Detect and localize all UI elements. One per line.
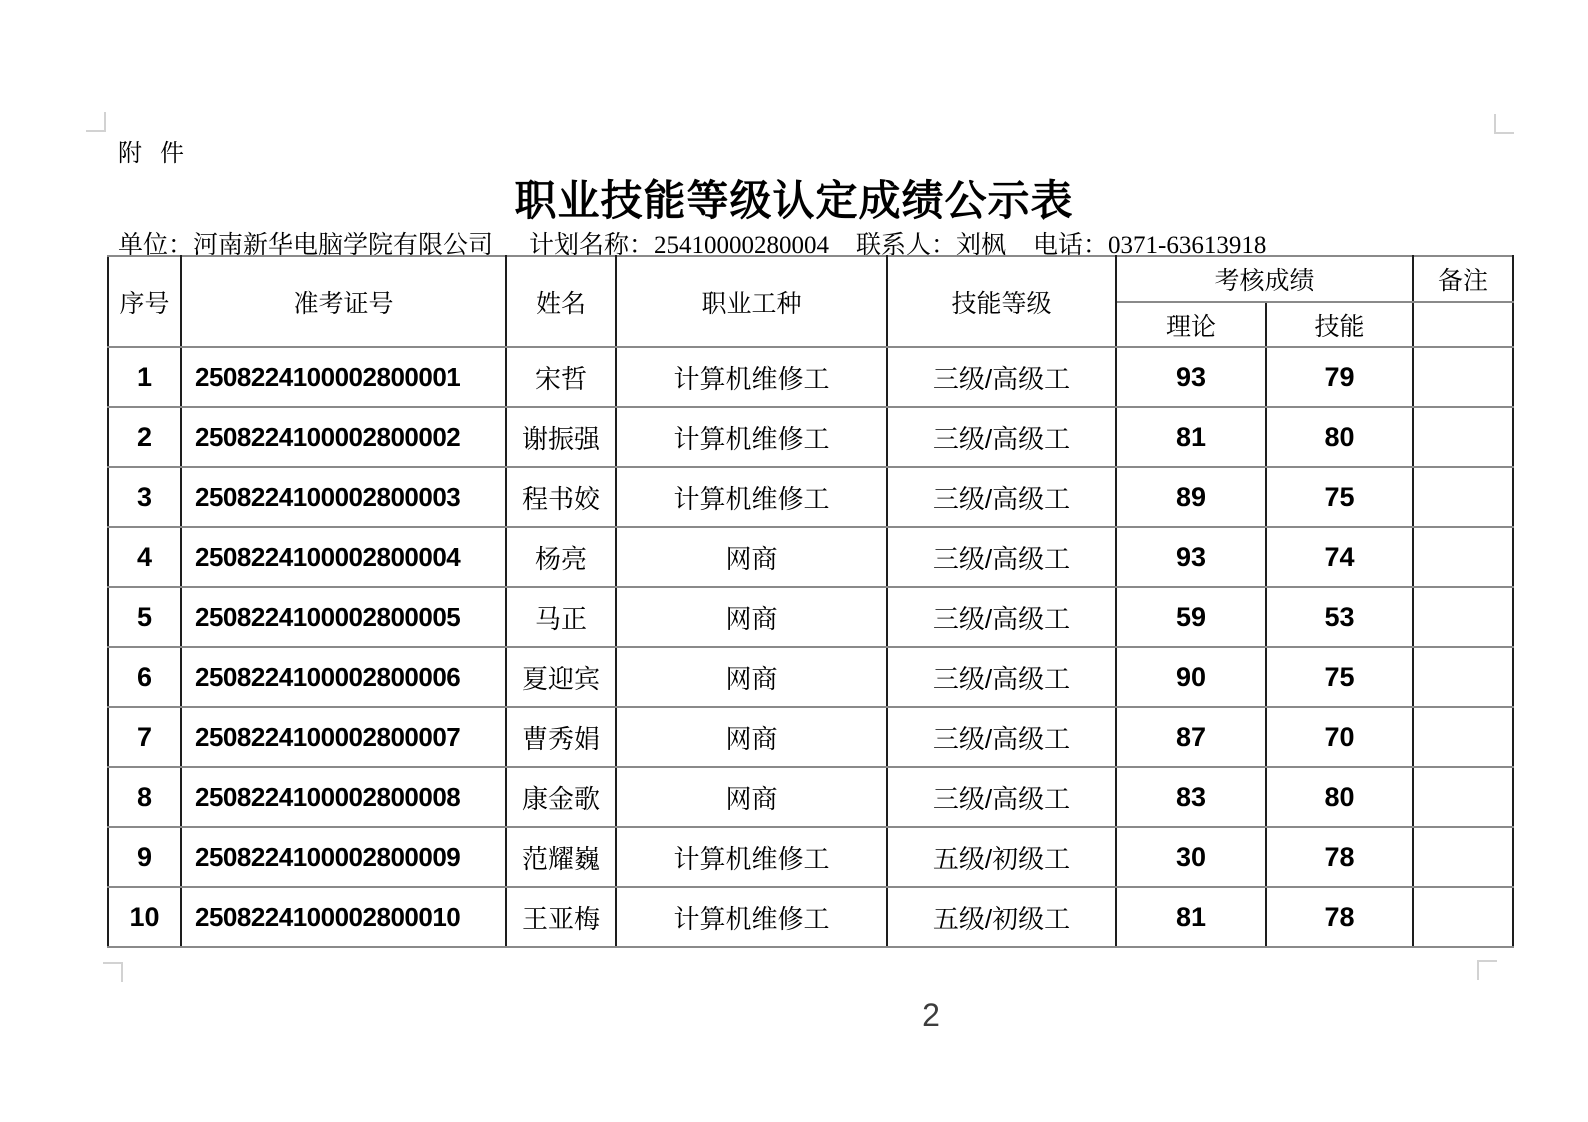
cell-index: 2 [108, 407, 181, 467]
score-table-body [108, 347, 1513, 947]
cell-occupation: 计算机维修工 [616, 407, 887, 467]
cell-skill-score: 74 [1266, 527, 1413, 587]
cell-occupation: 计算机维修工 [616, 827, 887, 887]
table-row [108, 467, 1513, 527]
cell-remark [1413, 527, 1513, 587]
cell-remark [1413, 647, 1513, 707]
cell-skill-score: 80 [1266, 407, 1413, 467]
cell-remark [1413, 347, 1513, 407]
cell-theory-score: 59 [1116, 587, 1266, 647]
cell-exam-no: 2508224100002800004 [181, 527, 506, 587]
cell-skill-level: 三级/高级工 [887, 407, 1116, 467]
attachment-label: 附 件 [118, 141, 186, 167]
cell-occupation: 网商 [616, 527, 887, 587]
cell-theory-score: 89 [1116, 467, 1266, 527]
cell-skill-score: 79 [1266, 347, 1413, 407]
cell-theory-score: 90 [1116, 647, 1266, 707]
cell-exam-no: 2508224100002800005 [181, 587, 506, 647]
cell-exam-no: 2508224100002800007 [181, 707, 506, 767]
col-header-index: 序号 [108, 256, 181, 347]
cell-index: 5 [108, 587, 181, 647]
cell-skill-level: 三级/高级工 [887, 767, 1116, 827]
col-header-remarks: 备注 [1413, 256, 1513, 302]
cell-occupation: 计算机维修工 [616, 347, 887, 407]
table-row [108, 767, 1513, 827]
cell-occupation: 网商 [616, 587, 887, 647]
table-row [108, 827, 1513, 887]
score-table-header [108, 256, 1513, 347]
cell-skill-level: 三级/高级工 [887, 347, 1116, 407]
cell-exam-no: 2508224100002800003 [181, 467, 506, 527]
table-row [108, 707, 1513, 767]
cell-exam-no: 2508224100002800008 [181, 767, 506, 827]
cell-remark [1413, 467, 1513, 527]
cell-remark [1413, 407, 1513, 467]
cell-skill-score: 78 [1266, 887, 1413, 947]
cell-occupation: 计算机维修工 [616, 887, 887, 947]
cell-skill-score: 70 [1266, 707, 1413, 767]
table-row [108, 407, 1513, 467]
col-header-theory: 理论 [1116, 302, 1266, 347]
cell-index: 6 [108, 647, 181, 707]
cell-name: 夏迎宾 [506, 647, 616, 707]
cell-theory-score: 93 [1116, 347, 1266, 407]
info-contact: 联系人：刘枫 [856, 232, 1007, 259]
cell-occupation: 计算机维修工 [616, 467, 887, 527]
cell-name: 曹秀娟 [506, 707, 616, 767]
cell-exam-no: 2508224100002800010 [181, 887, 506, 947]
col-header-occupation: 职业工种 [616, 256, 887, 347]
col-header-remarks-sub [1413, 302, 1513, 347]
score-table [107, 255, 1514, 948]
col-header-skill-level: 技能等级 [887, 256, 1116, 347]
col-header-exam-no: 准考证号 [181, 256, 506, 347]
cell-index: 10 [108, 887, 181, 947]
cell-skill-score: 53 [1266, 587, 1413, 647]
cell-remark [1413, 707, 1513, 767]
cell-index: 4 [108, 527, 181, 587]
info-plan-name: 计划名称：25410000280004 [529, 232, 830, 259]
cell-name: 程书姣 [506, 467, 616, 527]
cell-skill-level: 三级/高级工 [887, 467, 1116, 527]
col-header-skill: 技能 [1266, 302, 1413, 347]
cell-skill-level: 三级/高级工 [887, 707, 1116, 767]
table-row [108, 347, 1513, 407]
info-unit: 单位：河南新华电脑学院有限公司 [118, 232, 494, 259]
margin-corner-top-right-mark [1494, 114, 1514, 134]
table-row [108, 887, 1513, 947]
margin-corner-bottom-left-mark [103, 962, 123, 982]
cell-index: 7 [108, 707, 181, 767]
cell-index: 8 [108, 767, 181, 827]
cell-remark [1413, 827, 1513, 887]
col-header-name: 姓名 [506, 256, 616, 347]
cell-skill-level: 三级/高级工 [887, 647, 1116, 707]
cell-name: 范耀巍 [506, 827, 616, 887]
col-header-score-group: 考核成绩 [1116, 256, 1413, 302]
page-title: 职业技能等级认定成绩公示表 [514, 177, 1074, 224]
cell-name: 王亚梅 [506, 887, 616, 947]
cell-theory-score: 93 [1116, 527, 1266, 587]
table-row [108, 527, 1513, 587]
cell-skill-score: 80 [1266, 767, 1413, 827]
cell-name: 康金歌 [506, 767, 616, 827]
cell-occupation: 网商 [616, 707, 887, 767]
cell-theory-score: 81 [1116, 407, 1266, 467]
cell-theory-score: 81 [1116, 887, 1266, 947]
page-number: 2 [922, 997, 940, 1033]
cell-skill-level: 三级/高级工 [887, 527, 1116, 587]
cell-remark [1413, 587, 1513, 647]
cell-exam-no: 2508224100002800001 [181, 347, 506, 407]
cell-name: 杨亮 [506, 527, 616, 587]
cell-skill-score: 78 [1266, 827, 1413, 887]
cell-exam-no: 2508224100002800009 [181, 827, 506, 887]
cell-index: 3 [108, 467, 181, 527]
cell-exam-no: 2508224100002800006 [181, 647, 506, 707]
cell-skill-level: 五级/初级工 [887, 887, 1116, 947]
cell-skill-score: 75 [1266, 467, 1413, 527]
cell-skill-level: 五级/初级工 [887, 827, 1116, 887]
cell-skill-score: 75 [1266, 647, 1413, 707]
table-row [108, 587, 1513, 647]
cell-theory-score: 87 [1116, 707, 1266, 767]
cell-index: 1 [108, 347, 181, 407]
cell-remark [1413, 767, 1513, 827]
cell-theory-score: 83 [1116, 767, 1266, 827]
cell-remark [1413, 887, 1513, 947]
cell-occupation: 网商 [616, 767, 887, 827]
margin-corner-top-left-mark [86, 112, 106, 132]
cell-skill-level: 三级/高级工 [887, 587, 1116, 647]
cell-name: 谢振强 [506, 407, 616, 467]
table-row [108, 647, 1513, 707]
cell-exam-no: 2508224100002800002 [181, 407, 506, 467]
margin-corner-bottom-right-mark [1477, 960, 1497, 980]
cell-name: 马正 [506, 587, 616, 647]
cell-index: 9 [108, 827, 181, 887]
cell-occupation: 网商 [616, 647, 887, 707]
cell-name: 宋哲 [506, 347, 616, 407]
info-phone: 电话：0371-63613918 [1033, 232, 1267, 259]
cell-theory-score: 30 [1116, 827, 1266, 887]
